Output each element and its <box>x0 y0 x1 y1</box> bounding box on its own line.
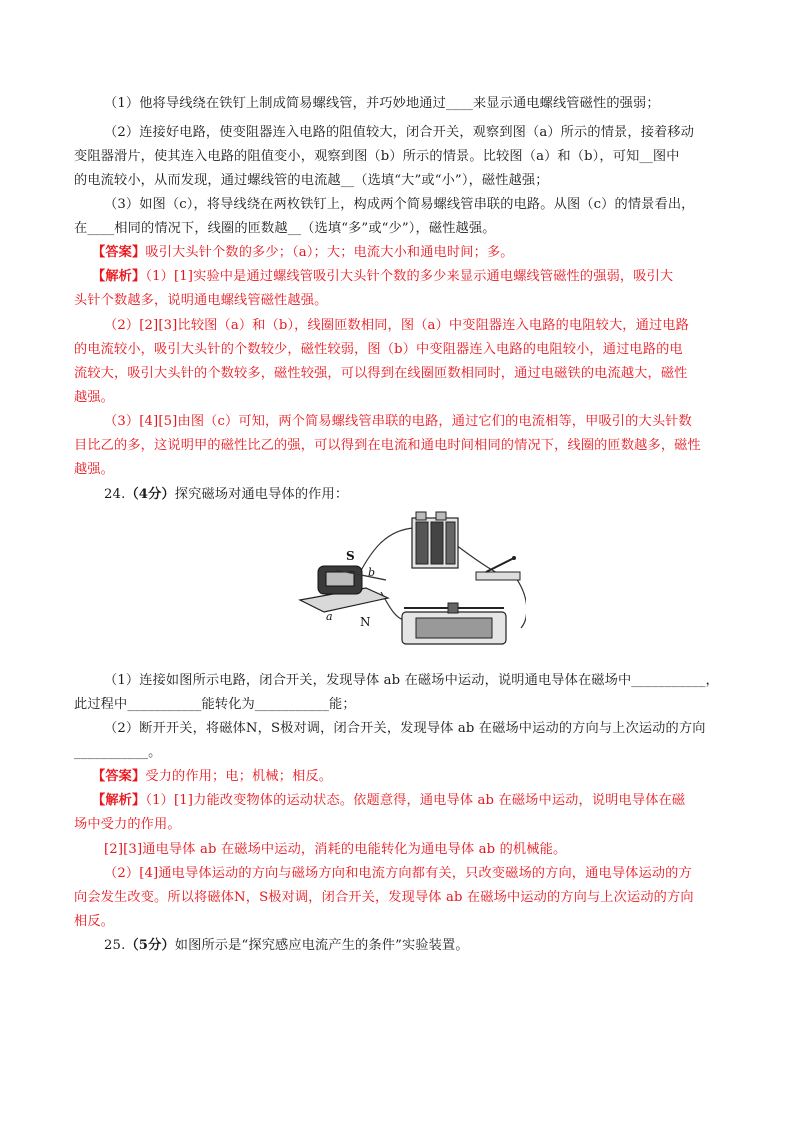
wire-1 <box>356 528 414 580</box>
battery-icon <box>412 512 458 568</box>
answer-tag: 【答案】 <box>92 245 146 260</box>
q24-analysis-3-line3: 相反。 <box>74 914 115 929</box>
q24-number: 24. <box>104 487 126 502</box>
answer-text: 吸引大头针个数的多少；（a）；大；电流大小和通电时间；多。 <box>145 245 514 260</box>
rheostat-icon <box>402 603 506 644</box>
q23-analysis-3-line1: （3）[4][5]由图（c）可知，两个简易螺线管串联的电路，通过它们的电流相等，甲吸引的大头针数 <box>104 414 692 429</box>
q23-part3-line2: 在____相同的情况下，线圈的匝数越__（选填“多”或“少”），磁性越强。 <box>74 221 496 236</box>
q24-part2-line2: ___________。 <box>74 745 162 760</box>
q23-part1: （1）他将导线绕在铁钉上制成简易螺线管，并巧妙地通过____来显示通电螺线管磁性的强弱； <box>104 96 660 111</box>
q24-answer <box>92 768 332 786</box>
q23-part2-line1: （2）连接好电路，使变阻器连入电路的阻值较大，闭合开关，观察到图（a）所示的情景，接着移动 <box>104 125 695 140</box>
analysis-text: （1）[1]实验中是通过螺线管吸引大头针个数的多少来显示通电螺线管磁性的强弱，吸引大 <box>145 269 674 284</box>
label-b: b <box>368 566 376 579</box>
q24-title: 探究磁场对通电导体的作用： <box>174 487 349 502</box>
apparatus-figure <box>296 500 526 660</box>
q25-title: 如图所示是“探究感应电流产生的条件”实验装置。 <box>174 938 469 953</box>
q24-analysis-3-line2: 向会发生改变。所以将磁体N，S极对调，闭合开关，发现导体 ab 在磁场中运动的方向与上次运动的方向 <box>74 890 694 905</box>
q23-analysis-2-line2: 的电流较小，吸引大头针的个数较少，磁性较弱，图（b）中变阻器连入电路的电阻较小，通过电路的电 <box>74 342 683 357</box>
q23-analysis-2-line4: 越强。 <box>74 390 115 405</box>
q23-part2-line2: 变阻器滑片，使其连入电路的阻值变小，观察到图（b）所示的情景。比较图（a）和（b），可知__图中 <box>74 149 680 164</box>
q25-number: 25. <box>104 938 126 953</box>
q23-part2-line3: 的电流较小，从而发现，通过螺线管的电流越__（选填“大”或“小”），磁性越强； <box>74 173 549 188</box>
q25-score: （5分） <box>125 938 175 953</box>
q24-part1-line1: （1）连接如图所示电路，闭合开关，发现导体 ab 在磁场中运动，说明通电导体在磁场中___________， <box>104 673 719 688</box>
q24-analysis-1-line2: 场中受力的作用。 <box>74 817 181 832</box>
q23-analysis-2-line1: （2）[2][3]比较图（a）和（b），线圈匝数相同，图（a）中变阻器连入电路的电阻较大，通过电路 <box>104 318 689 333</box>
q24-score: （4分） <box>125 487 175 502</box>
q23-analysis-2-line3: 流较大，吸引大头针的个数较多，磁性较强，可以得到在线圈匝数相同时，通过电磁铁的电流越大，磁性 <box>74 366 688 381</box>
wire-3 <box>516 578 526 628</box>
q24-analysis-3-line1: （2）[4]通电导体运动的方向与磁场方向和电流方向都有关，只改变磁场的方向，通电导体运动的方 <box>104 866 692 881</box>
analysis-text: （1）[1]力能改变物体的运动状态。依题意得，通电导体 ab 在磁场中运动，说明电导体在磁 <box>145 793 686 808</box>
q23-analysis-3-line2: 目比乙的多，这说明甲的磁性比乙的强，可以得到在电流和通电时间相同的情况下，线圈的匝数越多，磁性 <box>74 438 701 453</box>
q24-part2-line1: （2）断开开关，将磁体N，S极对调，闭合开关，发现导体 ab 在磁场中运动的方向与上次运动的方向 <box>104 721 706 736</box>
answer-tag: 【答案】 <box>92 769 146 784</box>
circuit-illustration <box>296 500 526 660</box>
q23-analysis-3-line3: 越强。 <box>74 462 115 477</box>
q25-heading <box>104 937 469 955</box>
q24-analysis-2: [2][3]通电导体 ab 在磁场中运动，消耗的电能转化为通电导体 ab 的机械能。 <box>104 842 567 857</box>
q23-part3-line1: （3）如图（c），将导线绕在两枚铁钉上，构成两个简易螺线管串联的电路。从图（c）的情景看出， <box>104 197 695 212</box>
q24-part1-line2: 此过程中___________能转化为___________能； <box>74 697 356 712</box>
label-a: a <box>326 610 333 623</box>
q23-analysis-1-line1 <box>92 268 673 286</box>
q24-analysis-1-line1 <box>92 792 685 810</box>
switch-icon <box>476 556 520 580</box>
label-n: N <box>360 615 371 629</box>
analysis-tag: 【解析】 <box>92 269 146 284</box>
analysis-tag: 【解析】 <box>92 793 146 808</box>
q23-answer <box>92 244 514 262</box>
label-s: S <box>346 549 355 563</box>
answer-text: 受力的作用；电；机械；相反。 <box>145 769 333 784</box>
wire-2 <box>456 545 501 575</box>
q23-analysis-1-line2: 头针个数越多，说明通电螺线管磁性越强。 <box>74 293 328 308</box>
